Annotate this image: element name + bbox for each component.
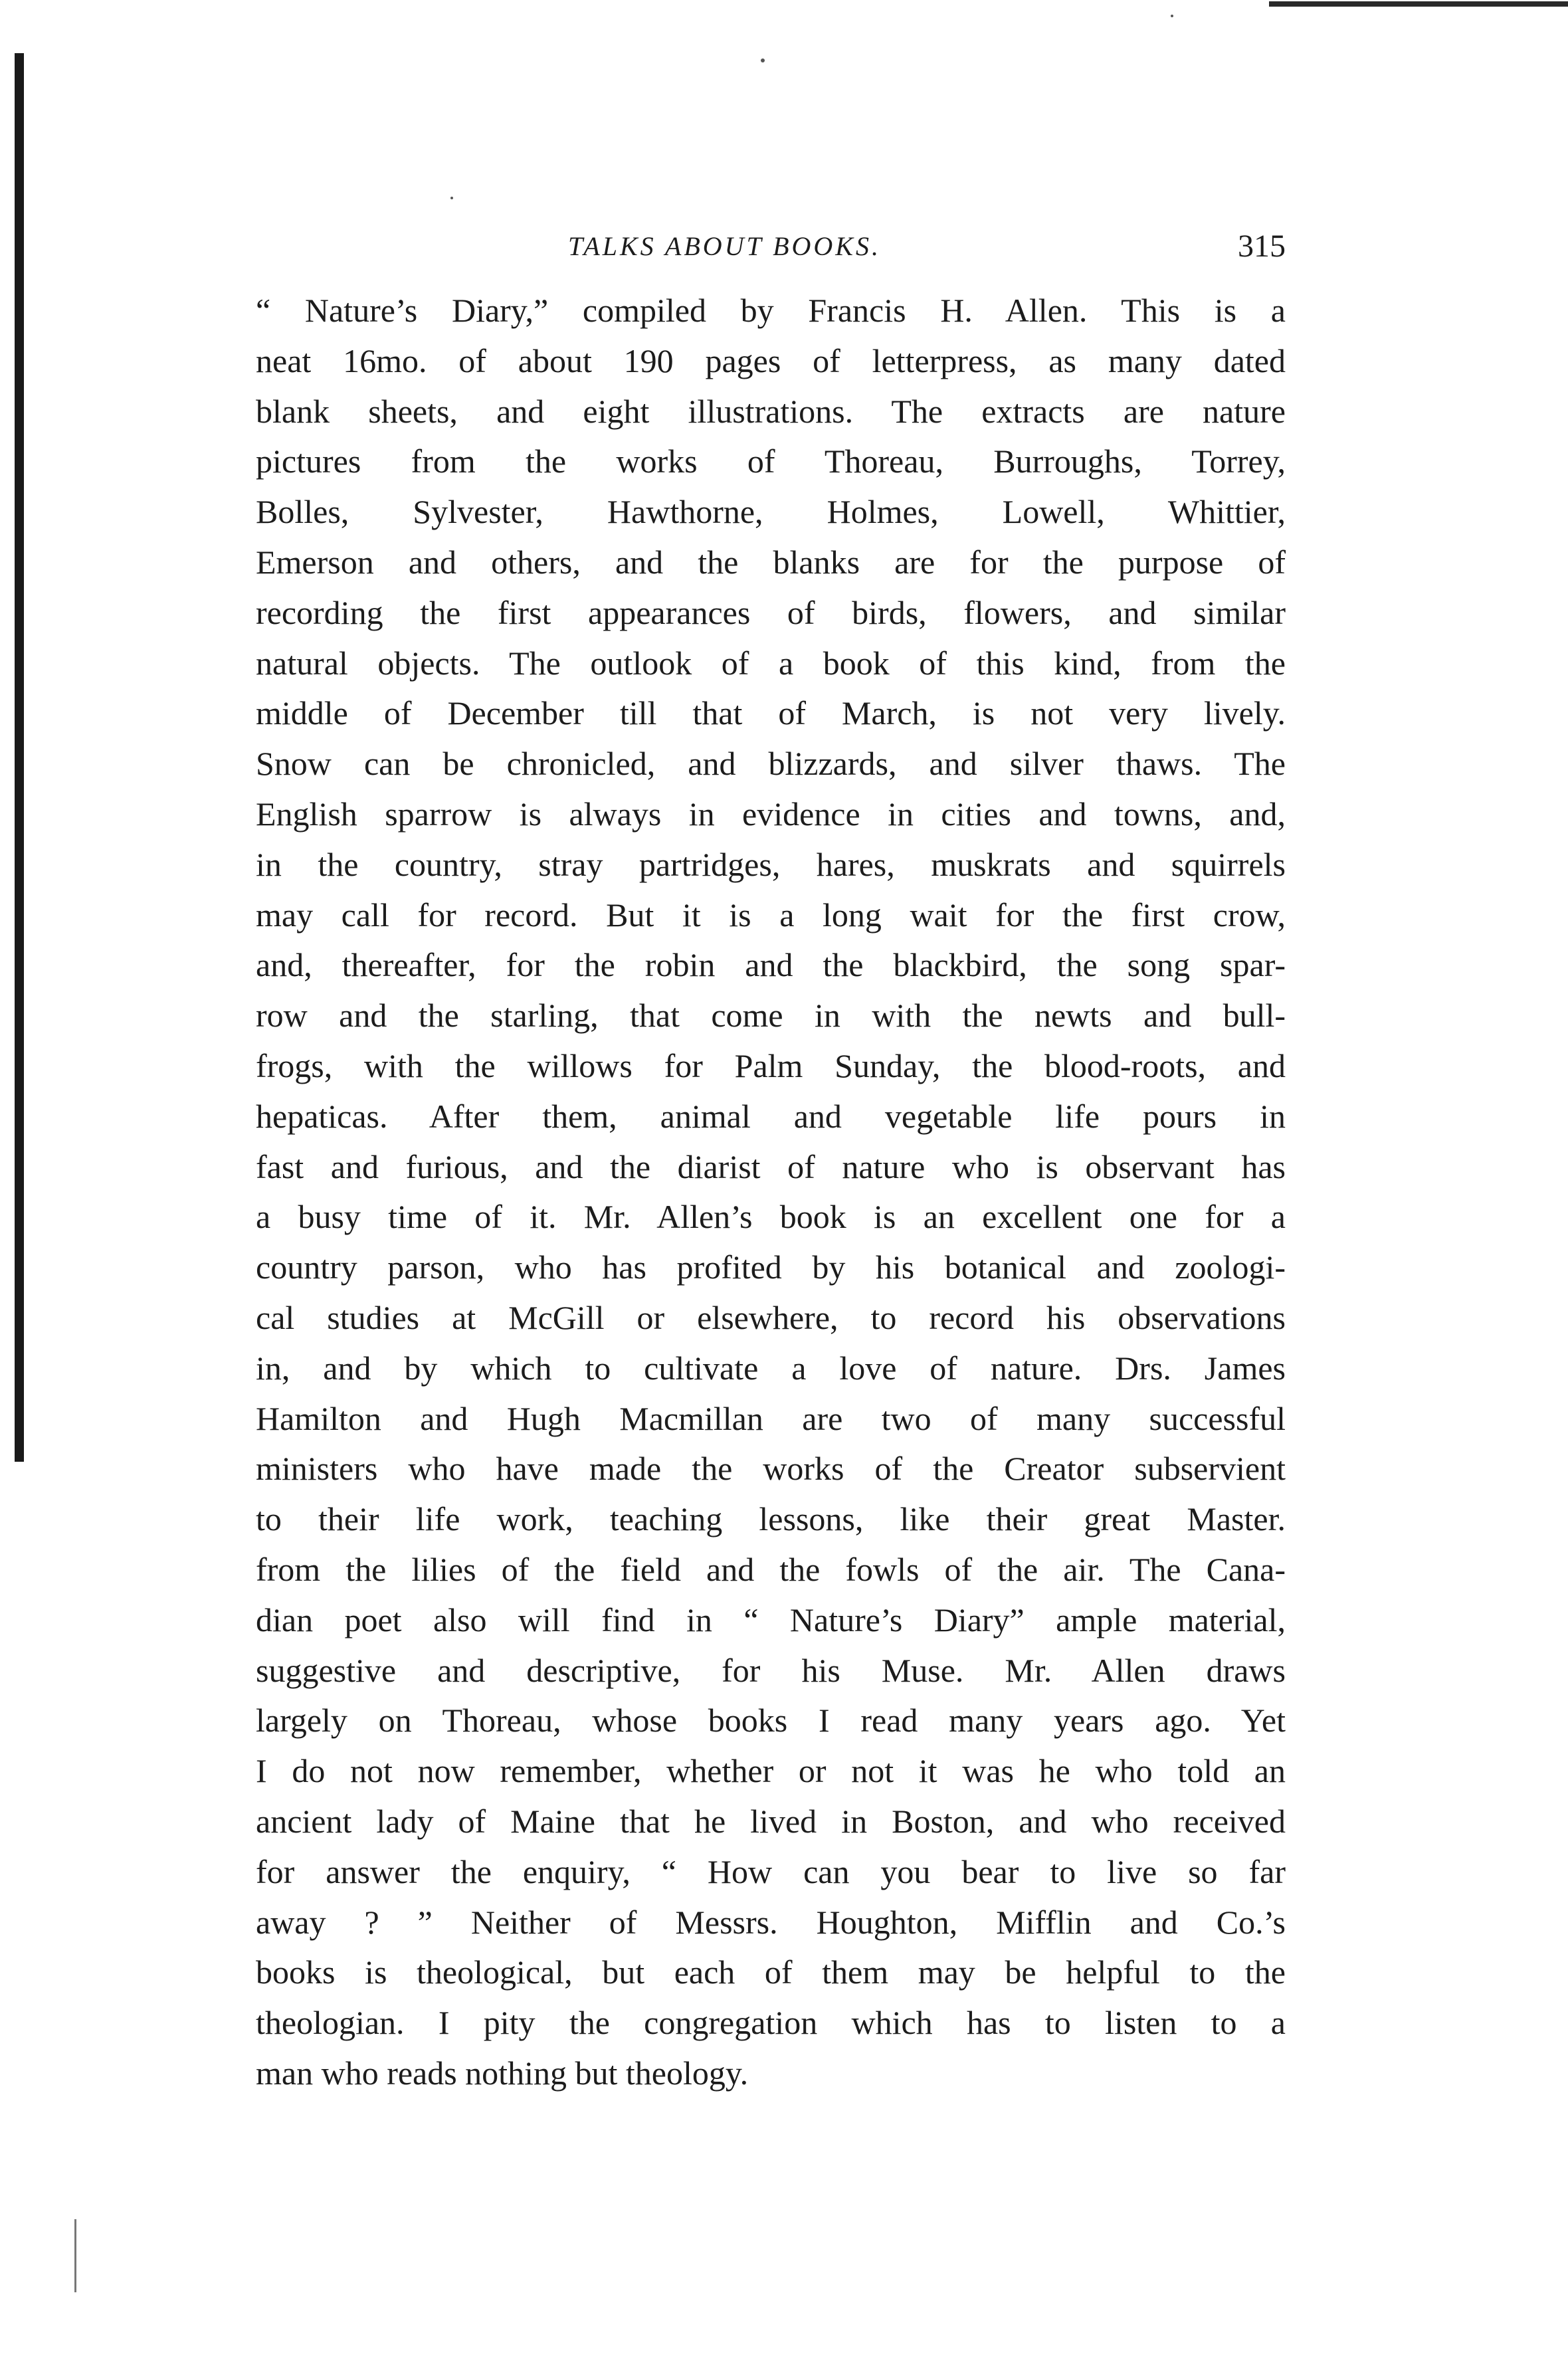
text-line: recording the first appearances of birds, flowers, and similar [256, 593, 1286, 631]
body-text [256, 286, 1286, 2099]
text-line: blank sheets, and eight illustrations. The extracts are nature [256, 392, 1286, 430]
scan-speck [1171, 15, 1173, 17]
text-line: cal studies at McGill or elsewhere, to record his observations [256, 1298, 1286, 1336]
text-line: theologian. I pity the congregation which has to listen to a [256, 2004, 1286, 2042]
scan-speck [761, 58, 765, 62]
scan-binding-mark [74, 2219, 76, 2292]
text-line: hepaticas. After them, animal and vegetable life pours in [256, 1097, 1286, 1135]
text-line: ministers who have made the works of the Creator subservient [256, 1450, 1286, 1488]
text-line: in, and by which to cultivate a love of nature. Drs. James [256, 1349, 1286, 1387]
text-line: a busy time of it. Mr. Allen’s book is an excellent one for a [256, 1198, 1286, 1236]
text-line: country parson, who has profited by his botanical and zoologi- [256, 1248, 1286, 1286]
text-line: Hamilton and Hugh Macmillan are two of many successful [256, 1399, 1286, 1437]
text-line: in the country, stray partridges, hares, muskrats and squirrels [256, 845, 1286, 883]
text-line: for answer the enquiry, “ How can you bear to live so far [256, 1852, 1286, 1890]
text-line: books is theological, but each of them may be helpful to the [256, 1953, 1286, 1991]
text-line: largely on Thoreau, whose books I read many years ago. Yet [256, 1702, 1286, 1739]
text-line: neat 16mo. of about 190 pages of letterpress, as many dated [256, 342, 1286, 379]
text-line: “ Nature’s Diary,” compiled by Francis H. Allen. This is a [256, 292, 1286, 329]
page-number: 315 [1238, 229, 1286, 264]
text-line: pictures from the works of Thoreau, Burroughs, Torrey, [256, 443, 1286, 480]
scan-edge-rule [1269, 1, 1568, 7]
text-line: fast and furious, and the diarist of nature who is observant has [256, 1147, 1286, 1185]
scan-binding-shadow [15, 53, 24, 1462]
text-line: natural objects. The outlook of a book of this kind, from the [256, 644, 1286, 682]
text-line: Snow can be chronicled, and blizzards, and silver thaws. The [256, 745, 1286, 783]
text-line: dian poet also will find in “ Nature’s Diary” ample material, [256, 1601, 1286, 1638]
text-line: may call for record. But it is a long wait for the first crow, [256, 896, 1286, 934]
text-line: to their life work, teaching lessons, like their great Master. [256, 1500, 1286, 1538]
text-line: from the lilies of the field and the fowls of the air. The Cana- [256, 1550, 1286, 1588]
text-line: frogs, with the willows for Palm Sunday, the blood-roots, and [256, 1046, 1286, 1084]
text-line: and, thereafter, for the robin and the blackbird, the song spar- [256, 946, 1286, 984]
text-line: Emerson and others, and the blanks are for the purpose of [256, 543, 1286, 581]
running-head [256, 223, 1286, 270]
text-line: suggestive and descriptive, for his Muse. Mr. Allen draws [256, 1651, 1286, 1689]
text-line: middle of December till that of March, is not very lively. [256, 694, 1286, 732]
scan-speck [450, 197, 453, 199]
text-line: row and the starling, that come in with the newts and bull- [256, 997, 1286, 1035]
text-line: ancient lady of Maine that he lived in Boston, and who received [256, 1802, 1286, 1840]
text-line: away ? ” Neither of Messrs. Houghton, Mifflin and Co.’s [256, 1903, 1286, 1941]
text-line: man who reads nothing but theology. [256, 2054, 749, 2092]
text-line: Bolles, Sylvester, Hawthorne, Holmes, Lowell, Whittier, [256, 493, 1286, 531]
running-head-title: TALKS ABOUT BOOKS. [568, 231, 881, 261]
text-line: English sparrow is always in evidence in cities and towns, and, [256, 795, 1286, 833]
text-line: I do not now remember, whether or not it was he who told an [256, 1752, 1286, 1790]
